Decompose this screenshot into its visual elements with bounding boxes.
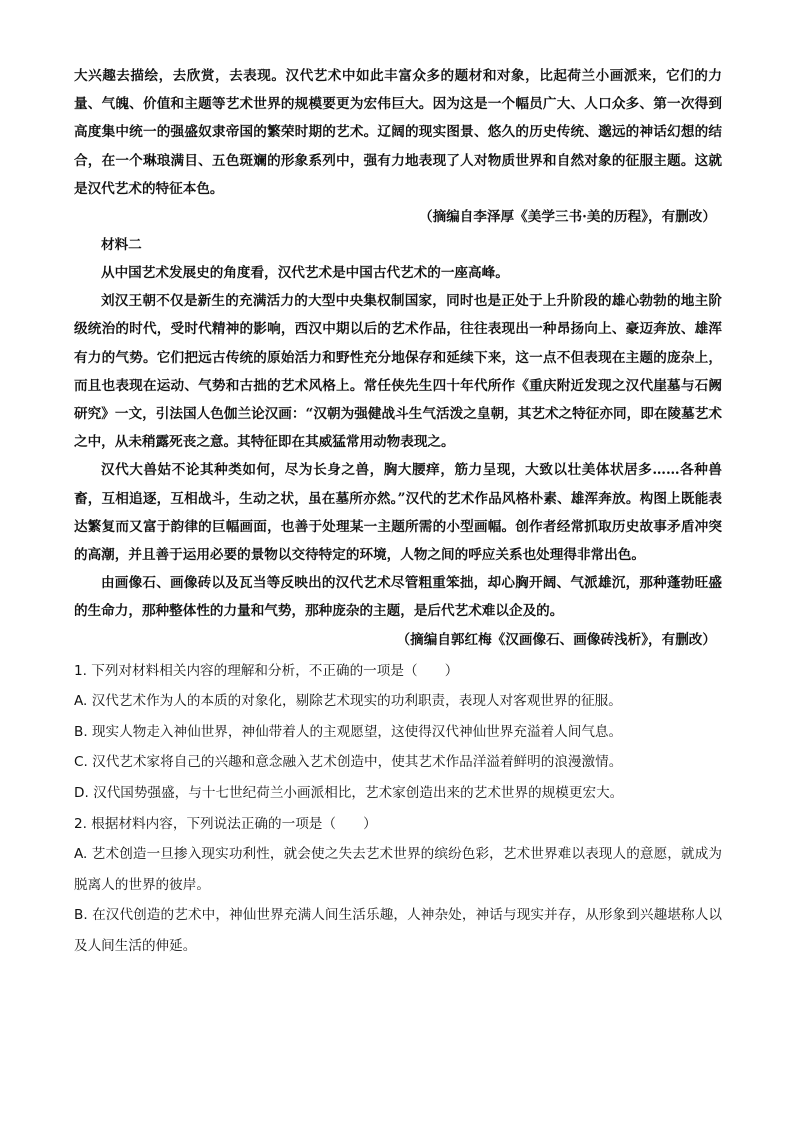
material2-source: （摘编自郭红梅《汉画像石、画像砖浅析》，有删改）: [396, 631, 716, 648]
material1-paragraph: 大兴趣去描绘，去欣赏，去表现。汉代艺术中如此丰富众多的题材和对象，比起荷兰小画派来，它们的力量、气魄、价值和主题等艺术世界的规模要更为宏伟巨大。因为这是一个幅员广大、人口众多、第一次得到高度集中统一的强盛奴隶帝国的繁荣时期的艺术。辽阔的现实图景、悠久的历史传统、邈远的神话幻想的结合，在一个琳琅满目、五色斑斓的形象系列中，强有力地表现了人对物质世界和自然对象的征服主题。这就是汉代艺术的特征本色。: [74, 68, 722, 197]
question-1-stem: 1. 下列对材料相关内容的理解和分析，不正确的一项是（ ）: [74, 662, 459, 679]
material2-paragraph-3: 汉代大兽姑不论其种类如何，尽为长身之兽，胸大腰痒，筋力呈现，大致以壮美体状居多……各种兽畜，互相追逐，互相战斗，生动之状，虽在墓所亦然。”汉代的艺术作品风格朴素、雄浑奔放。构图上既能表达繁复而又富于韵律的巨幅画面，也善于处理某一主题所需的小型画幅。创作者经常抓取历史故事矛盾冲突的高潮，并且善于运用必要的景物以交待特定的环境，人物之间的呼应关系也处理得非常出色。: [74, 462, 722, 564]
material2-paragraph-1: 从中国艺术发展史的角度看，汉代艺术是中国古代艺术的一座高峰。: [101, 265, 509, 282]
question-2-option-b[interactable]: B. 在汉代创造的艺术中，神仙世界充满人间生活乐趣，人神杂处，神话与现实并存，从形象到兴趣堪称人以及人间生活的伸延。: [74, 907, 722, 954]
material2-heading: 材料二: [101, 237, 142, 254]
question-2: [74, 809, 722, 962]
question-1-option-d[interactable]: D. 汉代国势强盛，与十七世纪荷兰小画派相比，艺术家创造出来的艺术世界的规模更宏大。: [74, 785, 624, 802]
question-1-option-b[interactable]: B. 现实人物走入神仙世界，神仙带着人的主观愿望，这使得汉代神仙世界充溢着人间气息。: [74, 723, 623, 740]
material2-paragraph-2: 刘汉王朝不仅是新生的充满活力的大型中央集权制国家，同时也是正处于上升阶段的雄心勃勃的地主阶级统治的时代，受时代精神的影响，西汉中期以后的艺术作品，往往表现出一种昂扬向上、豪迈奔放、雄浑有力的气势。它们把远古传统的原始活力和野性充分地保存和延续下来，这一点不但表现在主题的庞杂上，而且也表现在运动、气势和古拙的艺术风格上。常任侠先生四十年代所作《重庆附近发现之汉代崖墓与石阙研究》一文，引法国人色伽兰论汉画：“汉朝为强健战斗生气活泼之皇朝，其艺术之特征亦同，即在陵墓艺术之中，从未稍露死丧之意。其特征即在其威猛常用动物表现之。: [74, 293, 722, 451]
document-page: [74, 62, 722, 962]
question-1-option-a[interactable]: A. 汉代艺术作为人的本质的对象化，剔除艺术现实的功利职责，表现人对客观世界的征服。: [74, 693, 622, 710]
question-2-stem: 2. 根据材料内容，下列说法正确的一项是（ ）: [74, 815, 377, 832]
material1-source: （摘编自李泽厚《美学三书·美的历程》，有删改）: [419, 209, 716, 226]
question-2-option-a[interactable]: A. 艺术创造一旦掺入现实功利性，就会使之失去艺术世界的缤纷色彩，艺术世界难以表现人的意愿，就成为脱离人的世界的彼岸。: [74, 846, 722, 893]
question-1-option-c[interactable]: C. 汉代艺术家将自己的兴趣和意念融入艺术创造中，使其艺术作品洋溢着鲜明的浪漫激情。: [74, 754, 623, 771]
question-1: [74, 656, 722, 809]
material2-paragraph-4: 由画像石、画像砖以及瓦当等反映出的汉代艺术尽管粗重笨拙，却心胸开阔、气派雄沉，那种蓬勃旺盛的生命力，那种整体性的力量和气势，那种庞杂的主题，是后代艺术难以企及的。: [74, 575, 722, 620]
